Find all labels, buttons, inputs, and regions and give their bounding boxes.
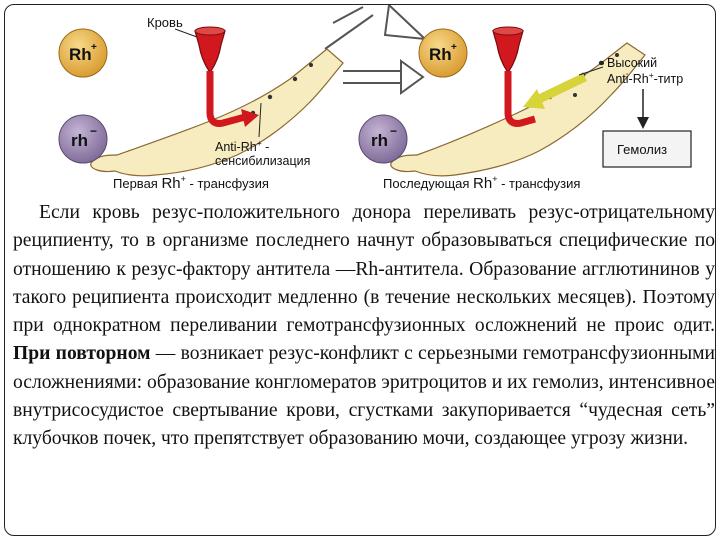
paragraph-part-2: — возникает резус-конфликт с серьезными гемотрансфузионными осложнениями: образование конгломератов эритроцитов и их гемолиз, интенсивное внутрисосудистое свертывание крови, сгустками закупоривается “чудесная сеть” клубочков почек, что препятствует образованию мочи, создающее угрозу жизни. (13, 343, 716, 450)
right-donor-rh-label: Rh (429, 45, 452, 64)
rh-transfusion-figure (5, 5, 716, 200)
hemolysis-box (603, 131, 691, 167)
paragraph-bold-emphasis: При повторном (13, 343, 151, 365)
right-recipient-rh-sign: − (390, 124, 398, 138)
right-caption: Последующая Rh+ - трансфузия (383, 174, 581, 192)
high-titer-label-line1: Высокий (607, 56, 658, 70)
left-blood-bag (195, 31, 225, 71)
left-recipient-rh-sign: − (90, 124, 98, 138)
sensitization-label-line2: сенсибилизация (215, 154, 311, 168)
left-recipient-rh-negative-badge (59, 115, 107, 163)
left-donor-rh-positive-badge (59, 29, 107, 77)
paragraph-part-1: Если кровь резус-положительного донора переливать резус-отрицательному реципиенту, то в организме последнего начнут образовываться специфические по отношению к резус-фактору антитела —Rh-антитела. Образование агглютининов у такого реципиента происходит медленно (в течение нескольких месяцев). Поэтому при однократном переливании гемотрансфузионных осложнений не проис одит. (13, 202, 715, 337)
horizontal-transition-arrow (343, 61, 423, 93)
right-panel (359, 27, 691, 192)
left-donor-rh-sign: + (91, 42, 97, 53)
high-titer-label-line2: Anti-Rh+-титр (607, 70, 684, 86)
right-recipient-rh-negative-badge (359, 115, 407, 163)
right-blood-bag (493, 31, 523, 71)
right-donor-rh-sign: + (451, 42, 457, 53)
right-donor-rh-positive-badge (419, 29, 467, 77)
blood-label: Кровь (147, 15, 183, 30)
slide-frame (4, 4, 716, 536)
right-recipient-rh-label: rh (371, 131, 388, 150)
left-recipient-rh-label: rh (71, 131, 88, 150)
left-donor-rh-label: Rh (69, 45, 92, 64)
left-panel (59, 15, 343, 192)
body-paragraph (13, 199, 715, 454)
sensitization-label-line1: Anti-Rh+ - (215, 138, 270, 154)
hemolysis-label: Гемолиз (617, 142, 668, 157)
left-caption: Первая Rh+ - трансфузия (113, 174, 269, 192)
diagonal-transition-arrow (325, 5, 425, 49)
